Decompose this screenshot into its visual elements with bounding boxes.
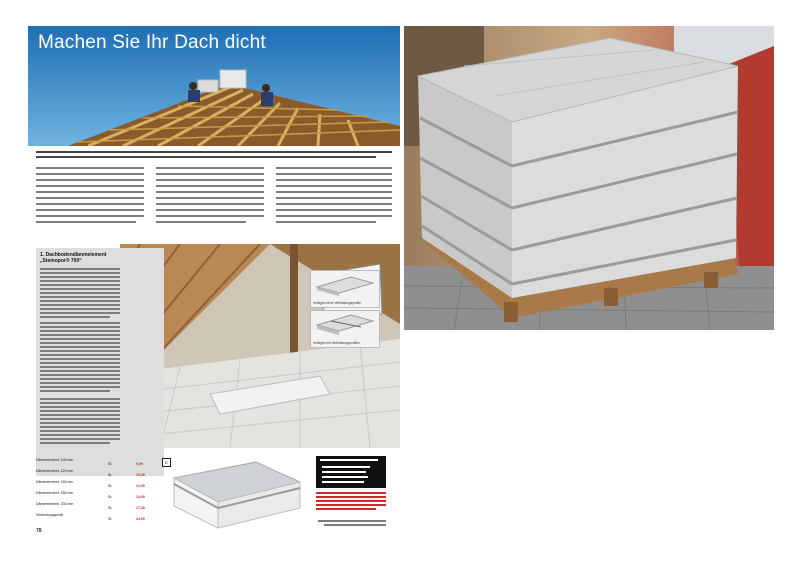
price-row-name: Dämmelement, 160 mm xyxy=(36,480,74,484)
price-row-price: 12,99 xyxy=(136,484,145,488)
price-row-name: Dämmelement, 100 mm xyxy=(36,458,74,462)
product-number: 1. xyxy=(40,252,45,258)
price-row-price: 14,99 xyxy=(136,495,145,499)
price-row-unit: St. xyxy=(108,473,113,477)
price-row-name: Dämmelement, 120 mm xyxy=(36,469,74,473)
thumbnail-with-profiles xyxy=(310,310,380,348)
price-row-price: 24,99 xyxy=(136,517,145,521)
board-profile-illustration xyxy=(311,311,379,339)
price-row-name: Dämmelement, 200 mm xyxy=(36,502,74,506)
price-row-unit: St. xyxy=(108,495,113,499)
product-tag: E xyxy=(162,458,171,467)
board-stack-photo xyxy=(404,26,774,330)
price-row-unit: St. xyxy=(108,484,113,488)
thumbnail-caption: Verlegen ohne Verbindungsprofile xyxy=(313,301,361,305)
price-row-price: 10,99 xyxy=(136,473,145,477)
price-row-name: Verbindungsprofil xyxy=(36,513,64,517)
feature-badge xyxy=(316,456,386,488)
page-headline: Machen Sie Ihr Dach dicht xyxy=(38,32,266,53)
price-row-name: Dämmelement, 180 mm xyxy=(36,491,74,495)
thumbnail-without-profiles xyxy=(310,270,380,308)
board-product-image xyxy=(160,456,302,530)
thumbnail-caption: Verlegen mit Verbindungsprofilen xyxy=(313,341,360,345)
price-row-price: 9,99 xyxy=(136,462,143,466)
catalog-page xyxy=(28,26,400,540)
stacked-boards-on-pallet xyxy=(404,26,774,330)
hero-roof-photo xyxy=(28,26,400,146)
price-row-unit: St. xyxy=(108,517,113,521)
price-row xyxy=(36,513,156,535)
insulation-board-render xyxy=(160,456,302,530)
price-row-unit: St. xyxy=(108,506,113,510)
page-number: 78 xyxy=(36,528,42,534)
product-title-text: Dachbodendämmelement xyxy=(45,252,107,258)
product-info-panel xyxy=(36,248,164,476)
product-name: „Steinopor® 700“ xyxy=(40,258,82,264)
price-row-price: 17,49 xyxy=(136,506,145,510)
board-edge-illustration xyxy=(311,271,379,299)
price-row-unit: St. xyxy=(108,462,113,466)
